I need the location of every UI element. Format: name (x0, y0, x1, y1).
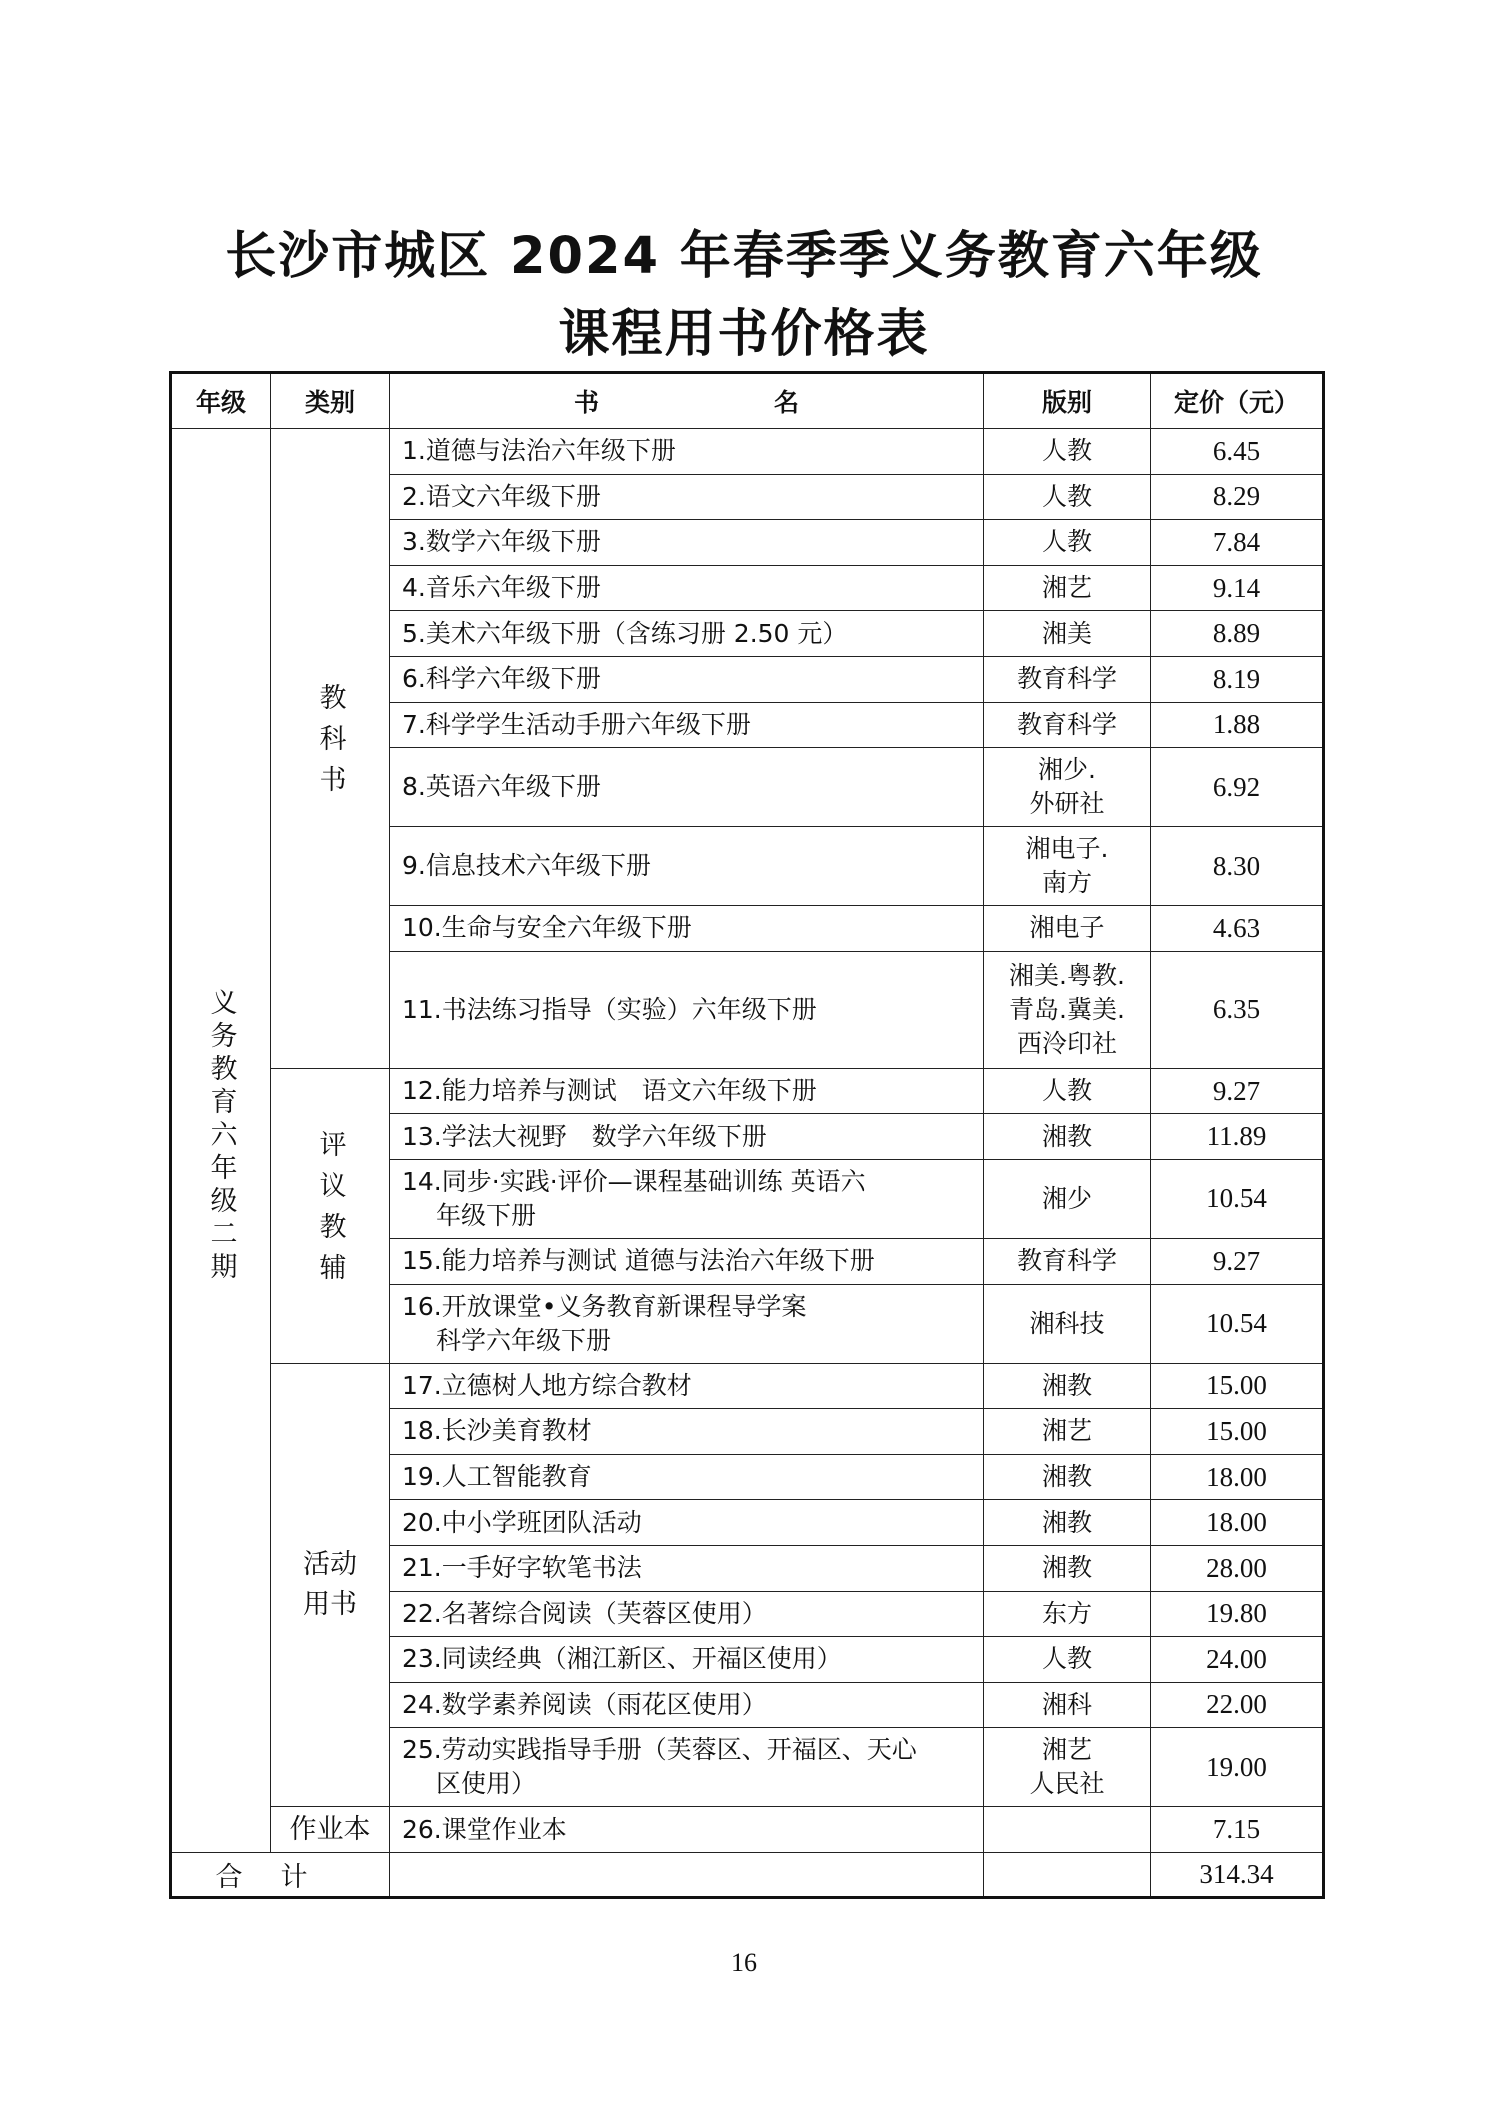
page-number: 16 (731, 1948, 757, 1977)
table-row (171, 429, 1324, 475)
book-name (390, 1159, 984, 1238)
book-edition: 教育科学 (984, 656, 1151, 702)
book-name: 19.人工智能教育 (390, 1454, 984, 1500)
category-cell-review (271, 1068, 390, 1363)
edition-line: 南方 (1041, 868, 1092, 898)
book-price: 4.63 (1151, 906, 1324, 952)
header-row (171, 373, 1324, 429)
book-price: 7.84 (1151, 520, 1324, 566)
edition-line: 人民社 (1029, 1769, 1105, 1799)
name-line: 14.同步·实践·评价—课程基础训练 英语六 (402, 1166, 866, 1196)
book-name: 23.同读经典（湘江新区、开福区使用） (390, 1637, 984, 1683)
table-row (171, 1068, 1324, 1114)
book-name: 2.语文六年级下册 (390, 474, 984, 520)
grade-cell (171, 429, 271, 1853)
edition-line: 西泠印社 (1016, 1028, 1117, 1058)
book-edition: 湘艺 (984, 565, 1151, 611)
book-name: 13.学法大视野 数学六年级下册 (390, 1114, 984, 1160)
book-price: 19.00 (1151, 1728, 1324, 1807)
book-edition: 湘科技 (984, 1284, 1151, 1363)
edition-line: 湘少. (1038, 755, 1096, 785)
table-row (171, 1807, 1324, 1853)
book-price: 9.27 (1151, 1068, 1324, 1114)
table-row (171, 1363, 1324, 1409)
book-name: 15.能力培养与测试 道德与法治六年级下册 (390, 1238, 984, 1284)
book-edition: 人教 (984, 474, 1151, 520)
header-price: 定价（元） (1151, 373, 1324, 429)
book-edition: 教育科学 (984, 702, 1151, 748)
book-name: 6.科学六年级下册 (390, 656, 984, 702)
book-edition: 人教 (984, 1068, 1151, 1114)
edition-line: 湘艺 (1041, 1735, 1092, 1765)
book-name: 18.长沙美育教材 (390, 1409, 984, 1455)
book-price: 9.27 (1151, 1238, 1324, 1284)
book-name: 17.立德树人地方综合教材 (390, 1363, 984, 1409)
name-line: 25.劳动实践指导手册（芙蓉区、开福区、天心 (402, 1735, 917, 1765)
book-price: 8.89 (1151, 611, 1324, 657)
header-grade: 年级 (171, 373, 271, 429)
book-name: 9.信息技术六年级下册 (390, 827, 984, 906)
book-edition: 湘美 (984, 611, 1151, 657)
book-price: 10.54 (1151, 1284, 1324, 1363)
edition-line: 湘电子. (1025, 834, 1109, 864)
book-edition: 湘教 (984, 1363, 1151, 1409)
book-price: 11.89 (1151, 1114, 1324, 1160)
book-price: 19.80 (1151, 1591, 1324, 1637)
book-edition: 人教 (984, 429, 1151, 475)
book-name: 5.美术六年级下册（含练习册 2.50 元） (390, 611, 984, 657)
name-line: 16.开放课堂•义务教育新课程导学案 (402, 1291, 807, 1321)
header-category: 类别 (271, 373, 390, 429)
book-price: 22.00 (1151, 1682, 1324, 1728)
total-empty-cell (984, 1852, 1151, 1898)
book-edition (984, 748, 1151, 827)
total-price: 314.34 (1151, 1852, 1324, 1898)
book-name: 26.课堂作业本 (390, 1807, 984, 1853)
book-price: 15.00 (1151, 1363, 1324, 1409)
book-price: 1.88 (1151, 702, 1324, 748)
book-price: 18.00 (1151, 1454, 1324, 1500)
book-edition (984, 827, 1151, 906)
book-price: 8.29 (1151, 474, 1324, 520)
book-price: 8.19 (1151, 656, 1324, 702)
book-edition: 东方 (984, 1591, 1151, 1637)
book-price: 6.45 (1151, 429, 1324, 475)
book-price: 7.15 (1151, 1807, 1324, 1853)
page-subtitle: 课程用书价格表 (558, 305, 930, 364)
book-edition: 湘少 (984, 1159, 1151, 1238)
book-name: 1.道德与法治六年级下册 (390, 429, 984, 475)
edition-line: 外研社 (1029, 789, 1105, 819)
book-edition: 湘科 (984, 1682, 1151, 1728)
book-name: 3.数学六年级下册 (390, 520, 984, 566)
book-edition: 湘艺 (984, 1409, 1151, 1455)
book-name: 7.科学学生活动手册六年级下册 (390, 702, 984, 748)
book-price: 18.00 (1151, 1500, 1324, 1546)
book-name: 12.能力培养与测试 语文六年级下册 (390, 1068, 984, 1114)
book-name: 20.中小学班团队活动 (390, 1500, 984, 1546)
category-cell-activity (271, 1363, 390, 1807)
price-table (169, 371, 1325, 1899)
book-name: 10.生命与安全六年级下册 (390, 906, 984, 952)
book-name: 4.音乐六年级下册 (390, 565, 984, 611)
name-line: 区使用） (436, 1769, 537, 1799)
book-price: 6.92 (1151, 748, 1324, 827)
category-homework: 作业本 (271, 1807, 390, 1853)
page-title: 长沙市城区 2024 年春季季义务教育六年级 (225, 227, 1263, 286)
book-edition: 人教 (984, 1637, 1151, 1683)
book-edition (984, 1728, 1151, 1807)
book-price: 28.00 (1151, 1545, 1324, 1591)
header-edition: 版别 (984, 373, 1151, 429)
name-line: 科学六年级下册 (436, 1325, 612, 1355)
book-edition: 人教 (984, 520, 1151, 566)
book-edition (984, 951, 1151, 1068)
category-cell-textbook (271, 429, 390, 1069)
category-review: 评议教辅 (314, 1130, 346, 1295)
book-price: 6.35 (1151, 951, 1324, 1068)
book-edition: 湘教 (984, 1545, 1151, 1591)
book-name (390, 1284, 984, 1363)
book-price: 24.00 (1151, 1637, 1324, 1683)
book-name: 8.英语六年级下册 (390, 748, 984, 827)
edition-line: 湘美.粤教. (1009, 960, 1125, 990)
book-edition: 湘教 (984, 1454, 1151, 1500)
book-name: 21.一手好字软笔书法 (390, 1545, 984, 1591)
book-edition: 教育科学 (984, 1238, 1151, 1284)
category-activity: 活动用书 (303, 1548, 357, 1620)
total-empty-cell (390, 1852, 984, 1898)
book-price: 8.30 (1151, 827, 1324, 906)
book-price: 15.00 (1151, 1409, 1324, 1455)
category-textbook: 教科书 (314, 683, 346, 807)
book-name: 22.名著综合阅读（芙蓉区使用） (390, 1591, 984, 1637)
book-name (390, 1728, 984, 1807)
book-edition: 湘教 (984, 1114, 1151, 1160)
book-price: 9.14 (1151, 565, 1324, 611)
book-edition: 湘教 (984, 1500, 1151, 1546)
book-price: 10.54 (1151, 1159, 1324, 1238)
total-row (171, 1852, 1324, 1898)
grade-label: 义务教育六年级二期 (205, 988, 237, 1286)
book-name: 11.书法练习指导（实验）六年级下册 (390, 951, 984, 1068)
name-line: 年级下册 (436, 1200, 537, 1230)
book-edition (984, 1807, 1151, 1853)
book-name: 24.数学素养阅读（雨花区使用） (390, 1682, 984, 1728)
header-book-name: 书 名 (390, 373, 984, 429)
book-edition: 湘电子 (984, 906, 1151, 952)
total-label: 合计 (171, 1852, 390, 1898)
edition-line: 青岛.冀美. (1009, 994, 1125, 1024)
